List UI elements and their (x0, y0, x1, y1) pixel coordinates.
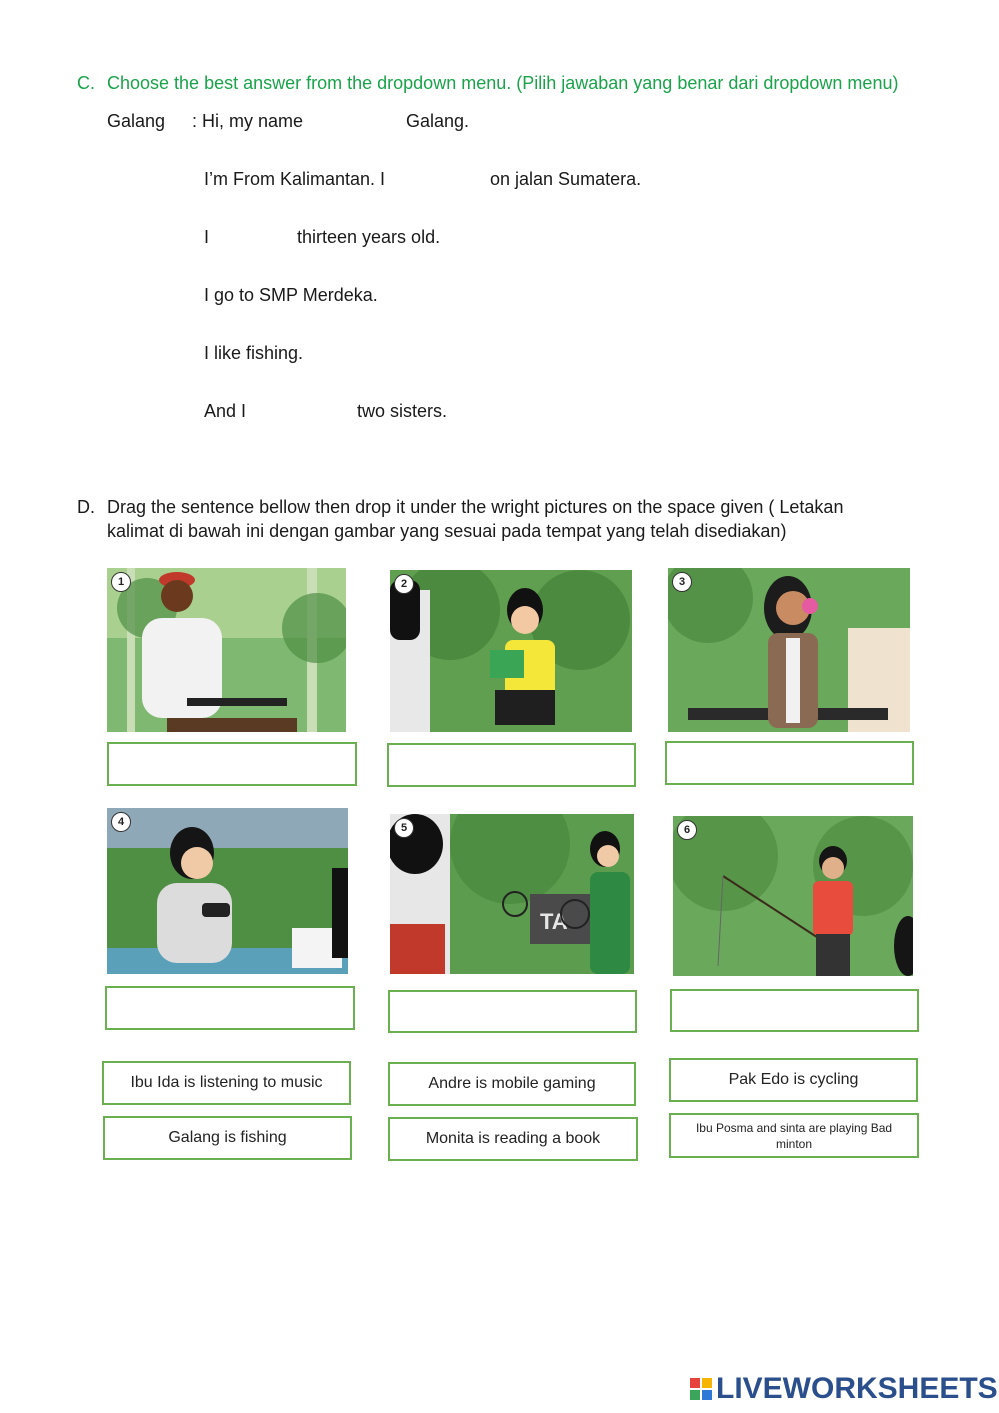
picture-badminton (390, 814, 634, 974)
drop-zone-3[interactable] (665, 741, 914, 785)
dropdown-2[interactable] (396, 168, 486, 190)
dialogue-line-5: I like fishing. (204, 343, 304, 363)
answer-chip-gaming[interactable]: Andre is mobile gaming (388, 1062, 636, 1106)
logo-square (690, 1390, 700, 1400)
logo-square (690, 1378, 700, 1388)
picture-number: 6 (677, 820, 697, 840)
section-d-instruction-1: Drag the sentence bellow then drop it under the wright pictures on the space given ( Letakan (107, 497, 844, 517)
answer-chip-music[interactable]: Ibu Ida is listening to music (102, 1061, 351, 1105)
picture-reading (390, 570, 632, 732)
picture-gaming (107, 808, 348, 974)
picture-number: 4 (111, 812, 131, 832)
speaker-label: Galang (107, 111, 166, 131)
drop-zone-1[interactable] (107, 742, 357, 786)
section-c-letter: C. (77, 73, 95, 93)
picture-number: 5 (394, 818, 414, 838)
picture-number: 3 (672, 572, 692, 592)
drop-zone-4[interactable] (105, 986, 355, 1030)
logo-mark-icon (690, 1378, 712, 1400)
dropdown-4[interactable] (252, 400, 352, 422)
dialogue-line-3a: I (204, 227, 210, 247)
dialogue-line-4: I go to SMP Merdeka. (204, 285, 378, 305)
logo-text: LIVEWORKSHEETS (716, 1372, 998, 1405)
dialogue-line-1a: : Hi, my name (192, 111, 304, 131)
section-d-letter: D. (77, 497, 95, 517)
picture-cycling (107, 568, 346, 732)
logo-square (702, 1390, 712, 1400)
liveworksheets-logo (690, 1372, 998, 1406)
svg-text:TA: TA (540, 909, 568, 934)
drop-zone-6[interactable] (670, 989, 919, 1032)
dialogue-line-6a: And I (204, 401, 247, 421)
section-c-instruction: Choose the best answer from the dropdown menu. (Pilih jawaban yang benar dari dropdown menu) (107, 73, 899, 93)
dialogue-line-2b: on jalan Sumatera. (490, 169, 642, 189)
section-d-instruction-2: kalimat di bawah ini dengan gambar yang sesuai pada tempat yang telah disediakan) (107, 521, 787, 541)
picture-number: 1 (111, 572, 131, 592)
dialogue-line-1b: Galang. (406, 111, 470, 131)
dropdown-3[interactable] (214, 226, 294, 248)
picture-fishing (673, 816, 913, 976)
answer-chip-cycling[interactable]: Pak Edo is cycling (669, 1058, 918, 1102)
dialogue-line-2a: I’m From Kalimantan. I (204, 169, 386, 189)
dialogue-line-3b: thirteen years old. (297, 227, 441, 247)
dialogue-line-6b: two sisters. (357, 401, 448, 421)
drop-zone-2[interactable] (387, 743, 636, 787)
answer-chip-badminton[interactable]: Ibu Posma and sinta are playing Bad minton (669, 1113, 919, 1158)
logo-square (702, 1378, 712, 1388)
picture-music (668, 568, 910, 732)
answer-chip-fishing[interactable]: Galang is fishing (103, 1116, 352, 1160)
picture-number: 2 (394, 574, 414, 594)
dropdown-1[interactable] (312, 110, 402, 132)
drop-zone-5[interactable] (388, 990, 637, 1033)
answer-chip-reading[interactable]: Monita is reading a book (388, 1117, 638, 1161)
